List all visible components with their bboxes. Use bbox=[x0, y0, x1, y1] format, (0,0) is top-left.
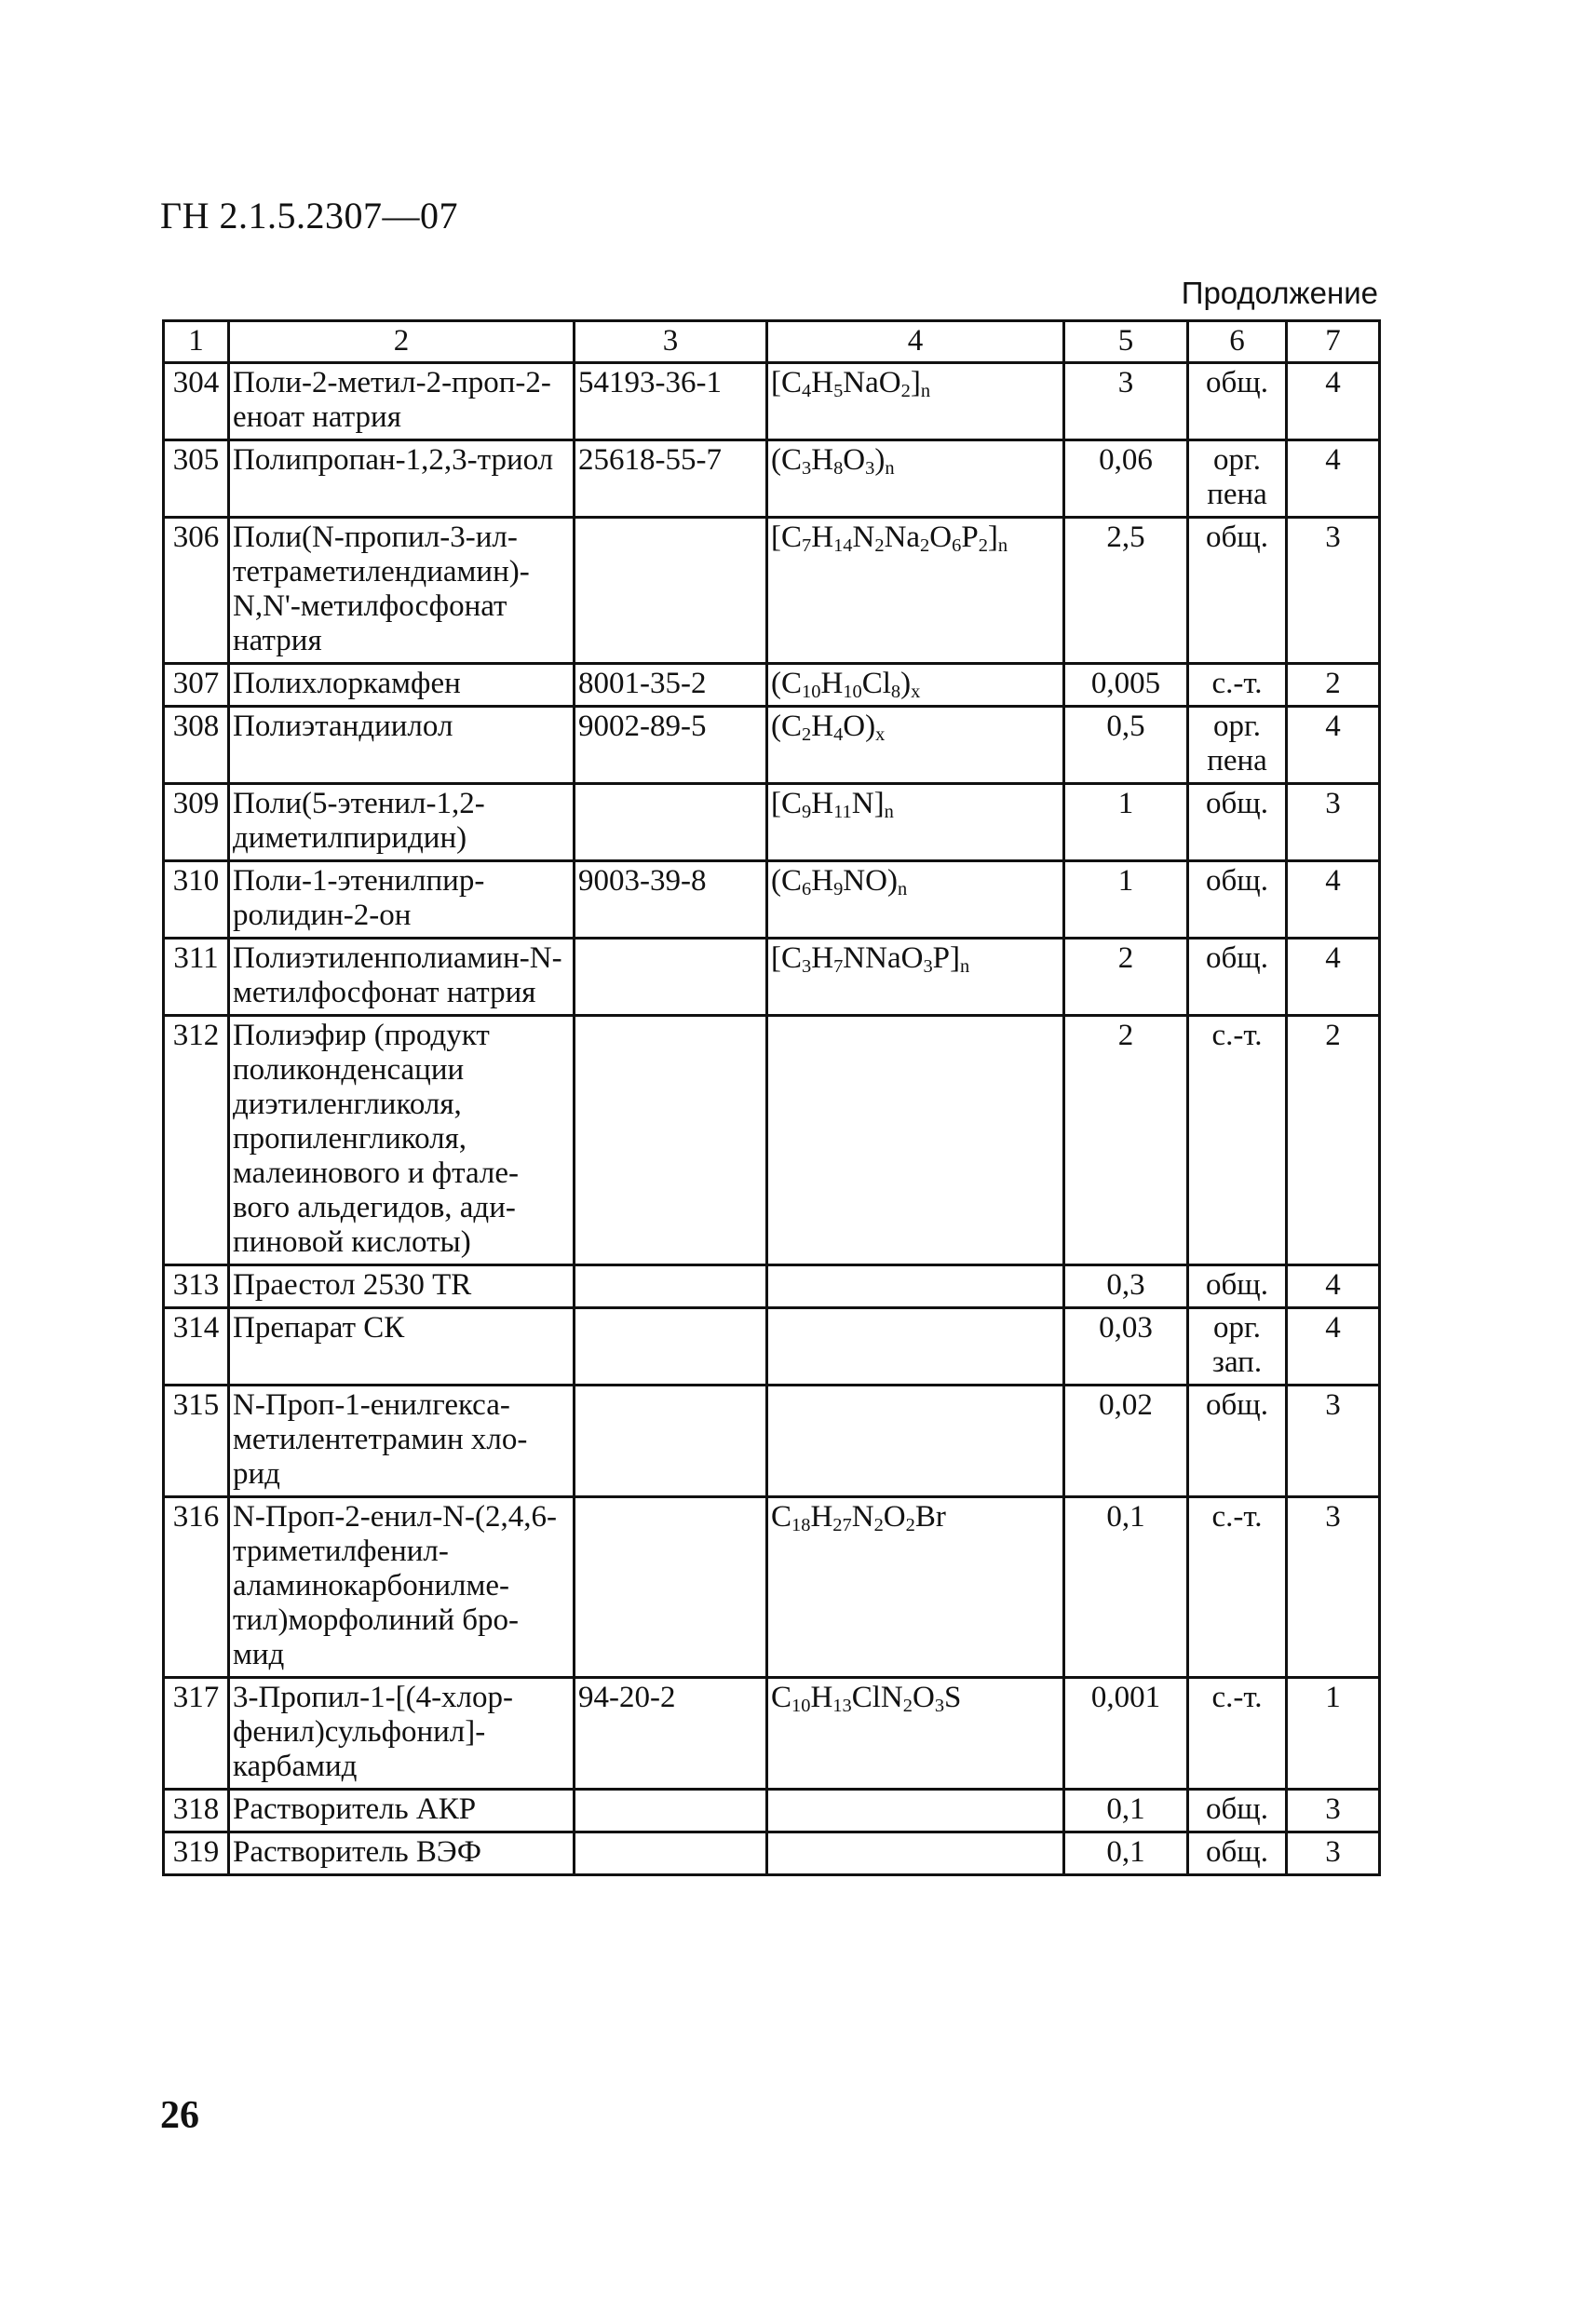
hazard-sign: с.-т. bbox=[1188, 1497, 1287, 1678]
table-header-row bbox=[164, 321, 1380, 363]
formula bbox=[767, 1386, 1064, 1497]
hazard-class: 3 bbox=[1287, 518, 1380, 664]
limit-value: 0,03 bbox=[1064, 1308, 1188, 1386]
row-number: 317 bbox=[164, 1678, 229, 1790]
hazard-class: 3 bbox=[1287, 1832, 1380, 1875]
hazard-sign: орг. зап. bbox=[1188, 1308, 1287, 1386]
cas-number: 9002-89-5 bbox=[575, 707, 767, 784]
row-number: 313 bbox=[164, 1265, 229, 1308]
table-row bbox=[164, 664, 1380, 707]
formula bbox=[767, 1790, 1064, 1832]
hazard-sign: общ. bbox=[1188, 1790, 1287, 1832]
substance-name: Полипропан-1,2,3-триол bbox=[229, 440, 575, 518]
substance-name: Полиэфир (продукт поликонденсации диэтиленгликоля, пропиленгликоля, малеинового и фтале-вого альдегидов, ади-пиновой кислоты) bbox=[229, 1016, 575, 1265]
row-number: 318 bbox=[164, 1790, 229, 1832]
substance-name: N-Проп-1-енилгекса-метилентетрамин хло-рид bbox=[229, 1386, 575, 1497]
hazard-class: 3 bbox=[1287, 1386, 1380, 1497]
table-row bbox=[164, 363, 1380, 440]
formula: $[C_4H_5NaO_2]_n$ bbox=[767, 363, 1064, 440]
hazard-class: 2 bbox=[1287, 664, 1380, 707]
column-header: 3 bbox=[575, 321, 767, 363]
hazard-sign: общ. bbox=[1188, 784, 1287, 861]
substance-name: Поли-2-метил-2-проп-2-еноат натрия bbox=[229, 363, 575, 440]
row-number: 310 bbox=[164, 861, 229, 939]
column-header: 5 bbox=[1064, 321, 1188, 363]
row-number: 307 bbox=[164, 664, 229, 707]
hazard-sign: орг. пена bbox=[1188, 707, 1287, 784]
cas-number: 54193-36-1 bbox=[575, 363, 767, 440]
hazard-class: 3 bbox=[1287, 1790, 1380, 1832]
cas-number bbox=[575, 1386, 767, 1497]
column-header: 2 bbox=[229, 321, 575, 363]
formula: $[C_3H_7NNaO_3P]_n$ bbox=[767, 939, 1064, 1016]
formula: $(C_{10}H_{10}Cl_8)_x$ bbox=[767, 664, 1064, 707]
row-number: 311 bbox=[164, 939, 229, 1016]
hazard-sign: орг. пена bbox=[1188, 440, 1287, 518]
table-row bbox=[164, 1386, 1380, 1497]
substance-name: Полиэтиленполиамин-N-метилфосфонат натрия bbox=[229, 939, 575, 1016]
cas-number bbox=[575, 1790, 767, 1832]
hazard-class: 4 bbox=[1287, 707, 1380, 784]
limit-value: 0,3 bbox=[1064, 1265, 1188, 1308]
column-header: 4 bbox=[767, 321, 1064, 363]
hazard-class: 4 bbox=[1287, 363, 1380, 440]
cas-number bbox=[575, 1832, 767, 1875]
hazard-class: 4 bbox=[1287, 861, 1380, 939]
hazard-sign: общ. bbox=[1188, 1832, 1287, 1875]
row-number: 306 bbox=[164, 518, 229, 664]
substance-name: N-Проп-2-енил-N-(2,4,6-триметилфенил-аламинокарбонилме-тил)морфолиний бро-мид bbox=[229, 1497, 575, 1678]
cas-number bbox=[575, 1016, 767, 1265]
substance-name: Растворитель АКР bbox=[229, 1790, 575, 1832]
hazard-class: 3 bbox=[1287, 1497, 1380, 1678]
row-number: 314 bbox=[164, 1308, 229, 1386]
formula bbox=[767, 1308, 1064, 1386]
hazard-sign: общ. bbox=[1188, 518, 1287, 664]
row-number: 308 bbox=[164, 707, 229, 784]
formula: $C_{18}H_{27}N_2O_2Br$ bbox=[767, 1497, 1064, 1678]
substance-name: Поли(N-пропил-3-ил-тетраметилендиамин)-N,N'-метилфосфонат натрия bbox=[229, 518, 575, 664]
cas-number bbox=[575, 518, 767, 664]
hazard-sign: с.-т. bbox=[1188, 1016, 1287, 1265]
formula bbox=[767, 1016, 1064, 1265]
hazard-class: 4 bbox=[1287, 1265, 1380, 1308]
column-header: 1 bbox=[164, 321, 229, 363]
limit-value: 1 bbox=[1064, 784, 1188, 861]
cas-number: 8001-35-2 bbox=[575, 664, 767, 707]
table-row bbox=[164, 1790, 1380, 1832]
cas-number: 9003-39-8 bbox=[575, 861, 767, 939]
cas-number bbox=[575, 1497, 767, 1678]
table-row bbox=[164, 1016, 1380, 1265]
hazard-sign: общ. bbox=[1188, 861, 1287, 939]
limit-value: 1 bbox=[1064, 861, 1188, 939]
table-row bbox=[164, 440, 1380, 518]
substance-name: Праестол 2530 TR bbox=[229, 1265, 575, 1308]
hazard-class: 4 bbox=[1287, 440, 1380, 518]
table-row bbox=[164, 518, 1380, 664]
cas-number bbox=[575, 1265, 767, 1308]
row-number: 316 bbox=[164, 1497, 229, 1678]
formula: $(C_6H_9NO)_n$ bbox=[767, 861, 1064, 939]
limit-value: 0,005 bbox=[1064, 664, 1188, 707]
formula: $[C_9H_{11}N]_n$ bbox=[767, 784, 1064, 861]
hazard-class: 2 bbox=[1287, 1016, 1380, 1265]
column-header: 6 bbox=[1188, 321, 1287, 363]
cas-number bbox=[575, 784, 767, 861]
cas-number: 25618-55-7 bbox=[575, 440, 767, 518]
table-row bbox=[164, 1497, 1380, 1678]
substances-table bbox=[162, 319, 1381, 1876]
limit-value: 0,02 bbox=[1064, 1386, 1188, 1497]
row-number: 312 bbox=[164, 1016, 229, 1265]
table-row bbox=[164, 1265, 1380, 1308]
hazard-class: 4 bbox=[1287, 939, 1380, 1016]
table-row bbox=[164, 1832, 1380, 1875]
hazard-sign: с.-т. bbox=[1188, 1678, 1287, 1790]
limit-value: 0,06 bbox=[1064, 440, 1188, 518]
substance-name: Препарат СК bbox=[229, 1308, 575, 1386]
table-row bbox=[164, 939, 1380, 1016]
table-row bbox=[164, 707, 1380, 784]
limit-value: 0,5 bbox=[1064, 707, 1188, 784]
cas-number bbox=[575, 939, 767, 1016]
limit-value: 2 bbox=[1064, 939, 1188, 1016]
cas-number bbox=[575, 1308, 767, 1386]
hazard-class: 3 bbox=[1287, 784, 1380, 861]
page-number: 26 bbox=[160, 2094, 199, 2137]
formula: $[C_7H_{14}N_2Na_2O_6P_2]_n$ bbox=[767, 518, 1064, 664]
hazard-sign: общ. bbox=[1188, 363, 1287, 440]
formula bbox=[767, 1265, 1064, 1308]
table-row bbox=[164, 784, 1380, 861]
document-code: ГН 2.1.5.2307—07 bbox=[160, 195, 459, 237]
cas-number: 94-20-2 bbox=[575, 1678, 767, 1790]
continuation-label: Продолжение bbox=[1181, 276, 1378, 310]
formula: $(C_3H_8O_3)_n$ bbox=[767, 440, 1064, 518]
substance-name: Полиэтандиилол bbox=[229, 707, 575, 784]
limit-value: 2 bbox=[1064, 1016, 1188, 1265]
hazard-sign: с.-т. bbox=[1188, 664, 1287, 707]
formula: $(C_2H_4O)_x$ bbox=[767, 707, 1064, 784]
limit-value: 0,1 bbox=[1064, 1790, 1188, 1832]
table-row bbox=[164, 1308, 1380, 1386]
limit-value: 0,001 bbox=[1064, 1678, 1188, 1790]
table-row bbox=[164, 861, 1380, 939]
column-header: 7 bbox=[1287, 321, 1380, 363]
formula: $C_{10}H_{13}ClN_2O_3S$ bbox=[767, 1678, 1064, 1790]
limit-value: 3 bbox=[1064, 363, 1188, 440]
formula bbox=[767, 1832, 1064, 1875]
hazard-sign: общ. bbox=[1188, 939, 1287, 1016]
limit-value: 0,1 bbox=[1064, 1832, 1188, 1875]
hazard-sign: общ. bbox=[1188, 1386, 1287, 1497]
substance-name: Поли(5-этенил-1,2-диметилпиридин) bbox=[229, 784, 575, 861]
substance-name: 3-Пропил-1-[(4-хлор-фенил)сульфонил]-карбамид bbox=[229, 1678, 575, 1790]
row-number: 305 bbox=[164, 440, 229, 518]
row-number: 315 bbox=[164, 1386, 229, 1497]
hazard-sign: общ. bbox=[1188, 1265, 1287, 1308]
substance-name: Поли-1-этенилпир-ролидин-2-он bbox=[229, 861, 575, 939]
row-number: 309 bbox=[164, 784, 229, 861]
row-number: 304 bbox=[164, 363, 229, 440]
limit-value: 2,5 bbox=[1064, 518, 1188, 664]
substance-name: Полихлоркамфен bbox=[229, 664, 575, 707]
limit-value: 0,1 bbox=[1064, 1497, 1188, 1678]
hazard-class: 1 bbox=[1287, 1678, 1380, 1790]
table-body bbox=[164, 321, 1380, 1875]
hazard-class: 4 bbox=[1287, 1308, 1380, 1386]
table-row bbox=[164, 1678, 1380, 1790]
row-number: 319 bbox=[164, 1832, 229, 1875]
substance-name: Растворитель ВЭФ bbox=[229, 1832, 575, 1875]
